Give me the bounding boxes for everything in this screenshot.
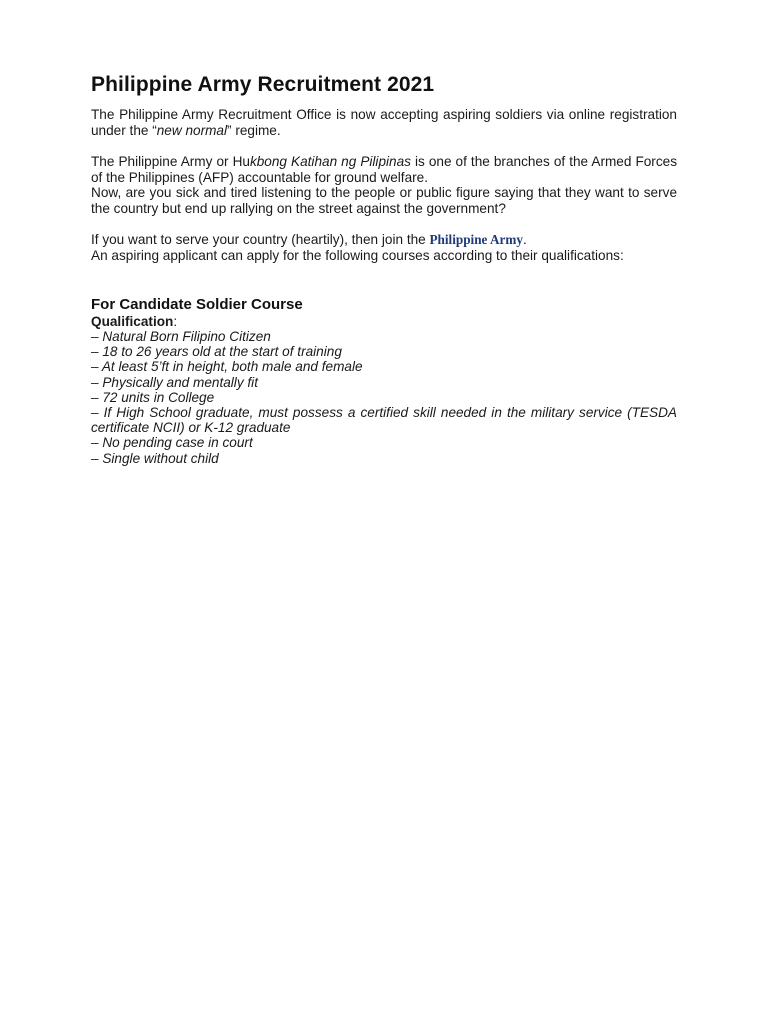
apply-paragraph: An aspiring applicant can apply for the following courses according to their qualifications: (91, 247, 624, 263)
branch-paragraph (91, 154, 677, 185)
join-text-2: . (522, 232, 527, 247)
list-item: – No pending case in court (91, 435, 253, 451)
intro-text-2: ” regime. (227, 122, 281, 138)
intro-text-1: The Philippine Army Recruitment Office is now accepting aspiring soldiers via online registration under the “ (91, 107, 677, 138)
list-item: – Single without child (91, 450, 219, 466)
qualification-list (91, 329, 677, 466)
branch-emphasis: kbong Katihan ng Pilipinas (249, 154, 411, 169)
qualification-colon: : (173, 314, 178, 329)
philippine-army-link[interactable]: Philippine Army (429, 232, 523, 247)
join-paragraph (91, 232, 677, 248)
list-item: – Physically and mentally fit (91, 374, 258, 390)
section-title: For Candidate Soldier Course (91, 296, 303, 313)
branch-text-1: The Philippine Army or Hu (91, 154, 250, 169)
page-title: Philippine Army Recruitment 2021 (91, 73, 435, 96)
branch-text-2: is one of the branches of the Armed Forces of the Philippines (AFP) accountable for ground welfare. (91, 154, 677, 185)
join-text-1: If you want to serve your country (heartily), then join the (91, 232, 430, 247)
question-paragraph: Now, are you sick and tired listening to the people or public figure saying that they want to serve the country but end up rallying on the street against the government? (91, 185, 677, 216)
document-page (91, 72, 677, 466)
qualification-label-text: Qualification (91, 314, 174, 329)
list-item: – At least 5’ft in height, both male and female (91, 359, 363, 375)
spacer (91, 216, 677, 232)
spacer (91, 263, 677, 296)
qualification-label (91, 314, 677, 329)
list-item: – Natural Born Filipino Citizen (91, 329, 271, 344)
list-item: – If High School graduate, must possess a certified skill needed in the military service (TESDA certificate NCII) or K-12 graduate (91, 405, 677, 436)
list-item: – 72 units in College (91, 389, 215, 405)
list-item: – 18 to 26 years old at the start of training (91, 344, 342, 360)
spacer (91, 138, 677, 154)
intro-paragraph (91, 107, 677, 138)
intro-emphasis: new normal (156, 122, 228, 138)
